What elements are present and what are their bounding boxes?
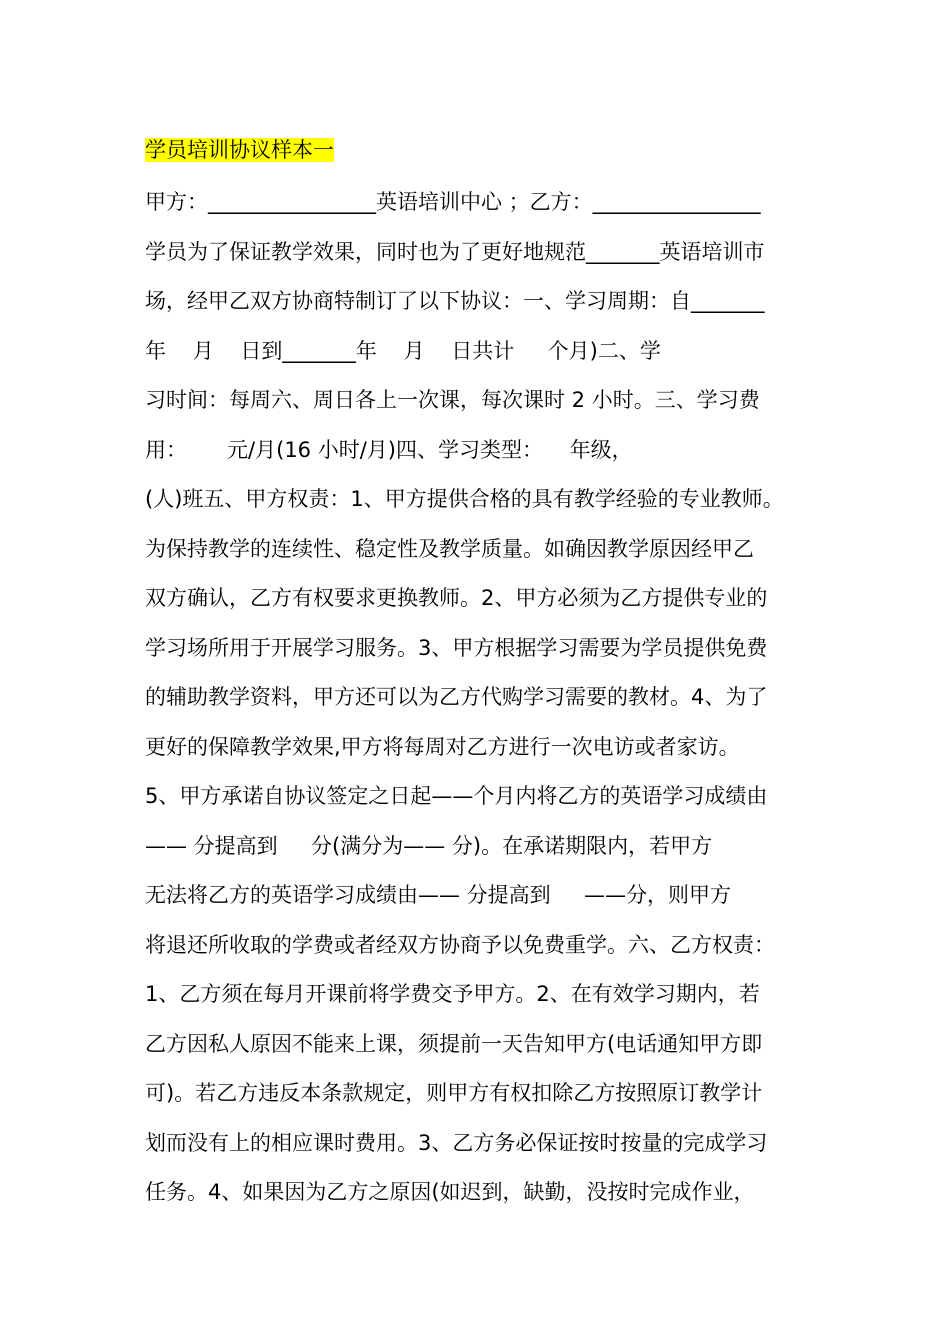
title-highlight: 学员培训协议样本一 — [145, 138, 334, 162]
document-title — [145, 136, 334, 164]
body-line-21: 任务。4、如果因为乙方之原因(如迟到，缺勤，没按时完成作业， — [145, 1180, 755, 1204]
body-line-2: 学员为了保证教学效果，同时也为了更好地规范_______英语培训市 — [145, 240, 765, 264]
body-line-1: 甲方：________________英语培训中心 ；乙方：________________ — [145, 190, 761, 214]
body-line-13: 5、甲方承诺自协议签定之日起——个月内将乙方的英语学习成绩由 — [145, 784, 768, 808]
body-line-9: 双方确认，乙方有权要求更换教师。2、甲方必须为乙方提供专业的 — [145, 586, 768, 610]
body-line-4: 年 月 日到_______年 月 日共计 个月)二、学 — [145, 339, 661, 363]
body-line-18: 乙方因私人原因不能来上课，须提前一天告知甲方(电话通知甲方即 — [145, 1032, 763, 1056]
body-line-10: 学习场所用于开展学习服务。3、甲方根据学习需要为学员提供免费 — [145, 636, 768, 660]
body-line-17: 1、乙方须在每月开课前将学费交予甲方。2、在有效学习期内，若 — [145, 982, 760, 1006]
body-line-7: (人)班五、甲方权责：1、甲方提供合格的具有教学经验的专业教师。 — [145, 487, 784, 511]
body-line-16: 将退还所收取的学费或者经双方协商予以免费重学。六、乙方权责： — [145, 933, 775, 957]
body-line-19: 可)。若乙方违反本条款规定，则甲方有权扣除乙方按照原订教学计 — [145, 1081, 763, 1105]
body-line-8: 为保持教学的连续性、稳定性及教学质量。如确因教学原因经甲乙 — [145, 537, 754, 561]
body-line-12: 更好的保障教学效果,甲方将每周对乙方进行一次电访或者家访。 — [145, 735, 740, 759]
body-line-6: 用： 元/月(16 小时/月)四、学习类型： 年级， — [145, 438, 633, 462]
body-line-11: 的辅助教学资料，甲方还可以为乙方代购学习需要的教材。4、为了 — [145, 685, 768, 709]
body-line-14: —— 分提高到 分(满分为—— 分)。在承诺期限内，若甲方 — [145, 834, 713, 858]
body-line-20: 划而没有上的相应课时费用。3、乙方务必保证按时按量的完成学习 — [145, 1131, 768, 1155]
body-line-15: 无法将乙方的英语学习成绩由—— 分提高到 ——分，则甲方 — [145, 883, 732, 907]
body-line-5: 习时间：每周六、周日各上一次课，每次课时 2 小时。三、学习费 — [145, 388, 760, 412]
body-line-3: 场，经甲乙双方协商特制订了以下协议：一、学习周期：自_______ — [145, 289, 765, 313]
